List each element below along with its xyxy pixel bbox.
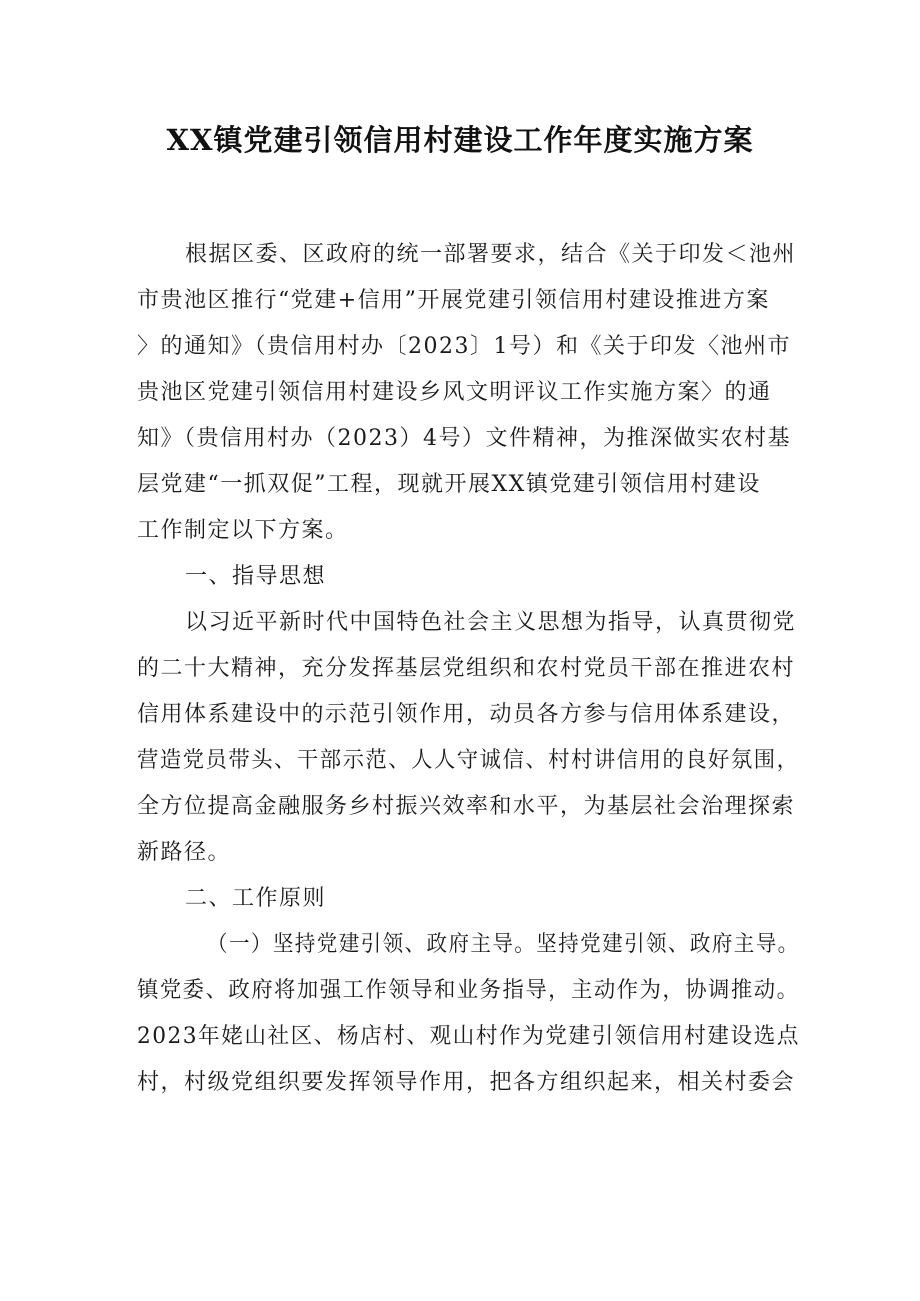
paragraph-line: 营造党员带头、干部示范、人人守诚信、村村讲信用的良好氛围， xyxy=(137,748,800,773)
paragraph-line: 村，村级党组织要发挥领导作用，把各方组织起来，相关村委会 xyxy=(137,1070,796,1095)
paragraph-line: 以习近平新时代中国特色社会主义思想为指导，认真贯彻党 xyxy=(185,610,797,635)
section-heading: 二、工作原则 xyxy=(185,886,327,911)
paragraph-line: 工作制定以下方案。 xyxy=(137,518,349,543)
section-heading: 一、指导思想 xyxy=(185,564,327,589)
paragraph-line: 全方位提高金融服务乡村振兴效率和水平，为基层社会治理探索 xyxy=(137,794,796,819)
paragraph-line: 信用体系建设中的示范引领作用，动员各方参与信用体系建设， xyxy=(137,702,796,727)
paragraph-line: 层党建“一抓双促”工程，现就开展XX镇党建引领信用村建设 xyxy=(137,472,761,497)
paragraph-line: 知》（贵信用村办（2023）4号）文件精神，为推深做实农村基 xyxy=(137,426,791,451)
paragraph-line: （一）坚持党建引领、政府主导。坚持党建引领、政府主导。 xyxy=(207,932,800,957)
paragraph-line: 〉的通知》（贵信用村办〔2023〕1号）和《关于印发〈池州市 xyxy=(137,334,791,359)
paragraph-line: 市贵池区推行“党建+信用”开展党建引领信用村建设推进方案 xyxy=(137,288,770,313)
paragraph-line: 贵池区党建引领信用村建设乡风文明评议工作实施方案〉的通 xyxy=(137,380,772,405)
paragraph-line: 镇党委、政府将加强工作领导和业务指导，主动作为，协调推动。 xyxy=(137,978,800,1003)
paragraph-line: 根据区委、区政府的统一部署要求，结合《关于印发＜池州 xyxy=(185,242,797,267)
document-title: XX镇党建引领信用村建设工作年度实施方案 xyxy=(166,123,754,157)
paragraph-line: 的二十大精神，充分发挥基层党组织和农村党员干部在推进农村 xyxy=(137,656,796,681)
paragraph-line: 新路径。 xyxy=(137,840,232,865)
paragraph-line: 2023年姥山社区、杨店村、观山村作为党建引领信用村建设选点 xyxy=(137,1024,800,1049)
